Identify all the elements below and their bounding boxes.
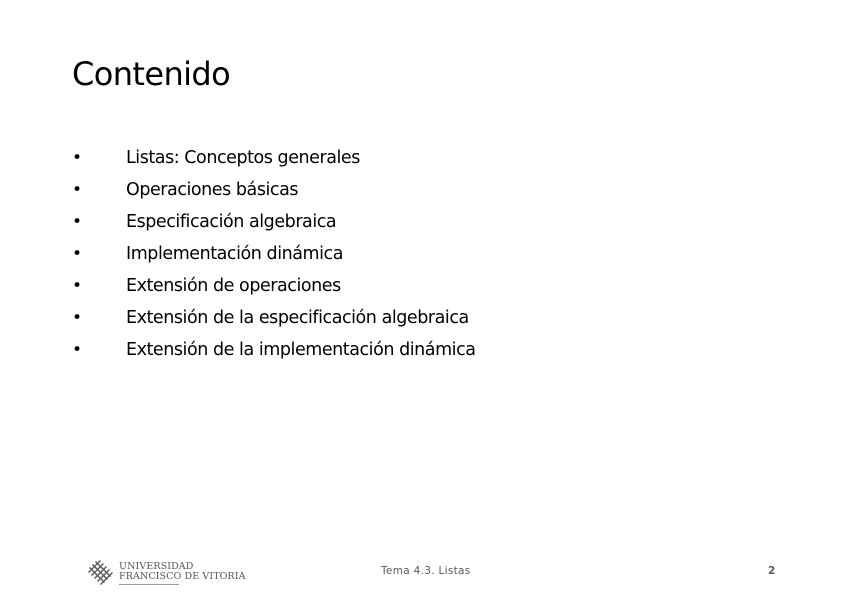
bullet-text: Listas: Conceptos generales	[126, 148, 360, 168]
bullet-marker: •	[72, 180, 82, 200]
slide-number: 2	[768, 565, 776, 577]
bullet-text: Implementación dinámica	[126, 244, 343, 264]
slide-title: Contenido	[72, 55, 231, 93]
bullet-marker: •	[72, 244, 82, 264]
bullet-text: Extensión de la especificación algebraica	[126, 308, 469, 328]
bullet-text: Operaciones básicas	[126, 180, 299, 200]
bullet-text: Extensión de operaciones	[126, 276, 341, 296]
logo-rule	[119, 584, 179, 585]
bullet-text: Especificación algebraica	[126, 212, 337, 232]
logo-line-1: UNIVERSIDAD	[119, 560, 194, 572]
university-logo-icon	[86, 558, 116, 588]
bullet-text: Extensión de la implementación dinámica	[126, 340, 476, 360]
bullet-marker: •	[72, 308, 82, 328]
footer-topic: Tema 4.3. Listas	[381, 565, 471, 577]
university-logo	[86, 557, 246, 589]
logo-line-2: FRANCISCO DE VITORIA	[119, 571, 246, 582]
bullet-marker: •	[72, 212, 82, 232]
bullet-marker: •	[72, 276, 82, 296]
bullet-marker: •	[72, 148, 82, 168]
bullet-marker: •	[72, 340, 82, 360]
logo-text	[119, 562, 246, 585]
